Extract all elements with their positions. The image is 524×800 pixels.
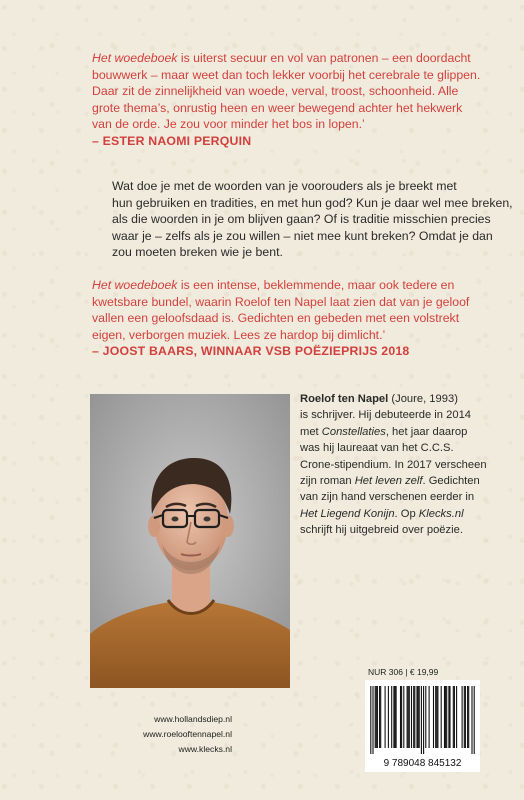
barcode-bar (401, 686, 402, 748)
barcode-bar (396, 686, 397, 748)
barcode-bar (403, 686, 404, 748)
barcode-bar (441, 686, 442, 748)
barcode-bar (449, 686, 450, 748)
barcode-bar (414, 686, 415, 748)
quote-line: vallen een geloofsdaad is. Gedichten en gebeden met een volstrekt (92, 311, 460, 326)
barcode-bar (423, 686, 424, 754)
barcode-bar (385, 686, 386, 748)
barcode-bar (372, 686, 373, 754)
blurb-line: Wat doe je met de woorden van je voorouders als je breekt met (112, 179, 457, 193)
barcode-bar (465, 686, 466, 748)
barcode-bar (436, 686, 437, 748)
barcode-bar (445, 686, 446, 748)
review-quote-perquin (92, 50, 481, 150)
url-author[interactable]: www.roelooftennapel.nl (143, 729, 232, 739)
barcode-bar (456, 686, 457, 748)
barcode-bars (365, 680, 480, 756)
website-links (112, 712, 232, 757)
isbn-number: 9 789048 845132 (383, 758, 462, 769)
bio-line: was hij laureaat van het C.C.S. (300, 442, 454, 455)
author-photo (90, 394, 290, 688)
barcode-bar (446, 686, 447, 748)
blurb-text (112, 178, 513, 261)
blurb-line: hun gebruiken en tradities, en met hun god? Kun je daar wel mee breken, (112, 195, 513, 210)
barcode-bar (377, 686, 378, 748)
barcode-bar (409, 686, 410, 748)
barcode-bar (400, 686, 401, 748)
url-klecks[interactable]: www.klecks.nl (178, 744, 232, 754)
quote-line: bouwwerk – maar weet dan toch lekker voorbij het cerebrale te glippen. (92, 67, 481, 82)
barcode-bar (454, 686, 455, 748)
barcode-bar (444, 686, 445, 748)
barcode-bar (393, 686, 394, 748)
barcode-bar (429, 686, 430, 748)
quote-line: Daar zit de zinnelijkheid van woede, verval, troost, schoonheid. Alle (92, 84, 459, 99)
quote-line: kwetsbare bundel, waarin Roelof ten Napel laat zien dat van je geloof (92, 294, 470, 309)
barcode-bar (413, 686, 414, 748)
bio-line: schrijft hij uitgebreid over poëzie. (300, 524, 463, 537)
url-publisher[interactable]: www.hollandsdiep.nl (154, 714, 232, 724)
barcode-bar (471, 686, 472, 754)
barcode-bar (416, 686, 417, 748)
barcode-bar (474, 686, 475, 754)
quote-line: Het woedeboek is uiterst secuur en vol van patronen – een doordacht (92, 51, 471, 65)
barcode-bar (437, 686, 438, 748)
author-bio (300, 391, 500, 539)
bio-line: zijn roman Het leven zelf. Gedichten (300, 475, 480, 488)
price-label: NUR 306 | € 19,99 (368, 667, 439, 677)
bio-line: met Constellaties, het jaar daarop (300, 425, 468, 438)
quote-attribution: – JOOST BAARS, WINNAAR VSB POËZIEPRIJS 2018 (92, 344, 410, 359)
blurb-line: waar je – zelfs als je zou willen – niet mee kunt breken? Omdat je dan (112, 228, 493, 243)
barcode-bar (394, 686, 395, 748)
barcode-bar (407, 686, 408, 748)
barcode-bar (379, 686, 380, 748)
barcode-bar (419, 686, 420, 748)
barcode-bar (425, 686, 426, 748)
quote-line: eigen, verborgen muziek. Lees ze hardop bij dimlicht.’ (92, 327, 386, 342)
barcode-bar (418, 686, 419, 748)
barcode-bar (408, 686, 409, 748)
barcode-bar (468, 686, 469, 748)
barcode-bar (388, 686, 389, 748)
bio-line: Crone-stipendium. In 2017 verscheen (300, 458, 487, 471)
blurb-line: zou moeten breken wie je bent. (112, 245, 283, 260)
barcode-bar (380, 686, 381, 748)
barcode-bar (370, 686, 371, 754)
quote-line: Het woedeboek is een intense, beklemmende, maar ook tedere en (92, 278, 455, 292)
barcode-bar (421, 686, 422, 754)
barcode-bar (391, 686, 392, 748)
isbn-barcode (365, 680, 480, 772)
barcode-bar (375, 686, 376, 748)
bio-line: Roelof ten Napel (Joure, 1993) (300, 393, 458, 405)
barcode-bar (376, 686, 377, 748)
blurb-line: als die woorden in je om blijven gaan? Of is traditie misschien precies (112, 212, 491, 227)
barcode-bar (411, 686, 412, 748)
bio-line: van zijn hand verschenen eerder in (300, 491, 475, 504)
barcode-bar (453, 686, 454, 748)
bio-line: Het Liegend Konijn. Op Klecks.nl (300, 507, 464, 520)
quote-line: grote thema’s, onrustig heen en weer bewegend achter het hekwerk (92, 100, 463, 115)
barcode-bar (464, 686, 465, 748)
bio-line: is schrijver. Hij debuteerde in 2014 (300, 409, 472, 422)
barcode-bar (448, 686, 449, 748)
barcode-bar (462, 686, 463, 748)
barcode-bar (433, 686, 434, 748)
barcode-bar (435, 686, 436, 748)
quote-line: van de orde. Je zou voor minder het bos in lopen.’ (92, 117, 365, 132)
review-quote-baars (92, 277, 472, 360)
barcode-bar (467, 686, 468, 748)
quote-attribution: – ESTER NAOMI PERQUIN (92, 133, 252, 148)
